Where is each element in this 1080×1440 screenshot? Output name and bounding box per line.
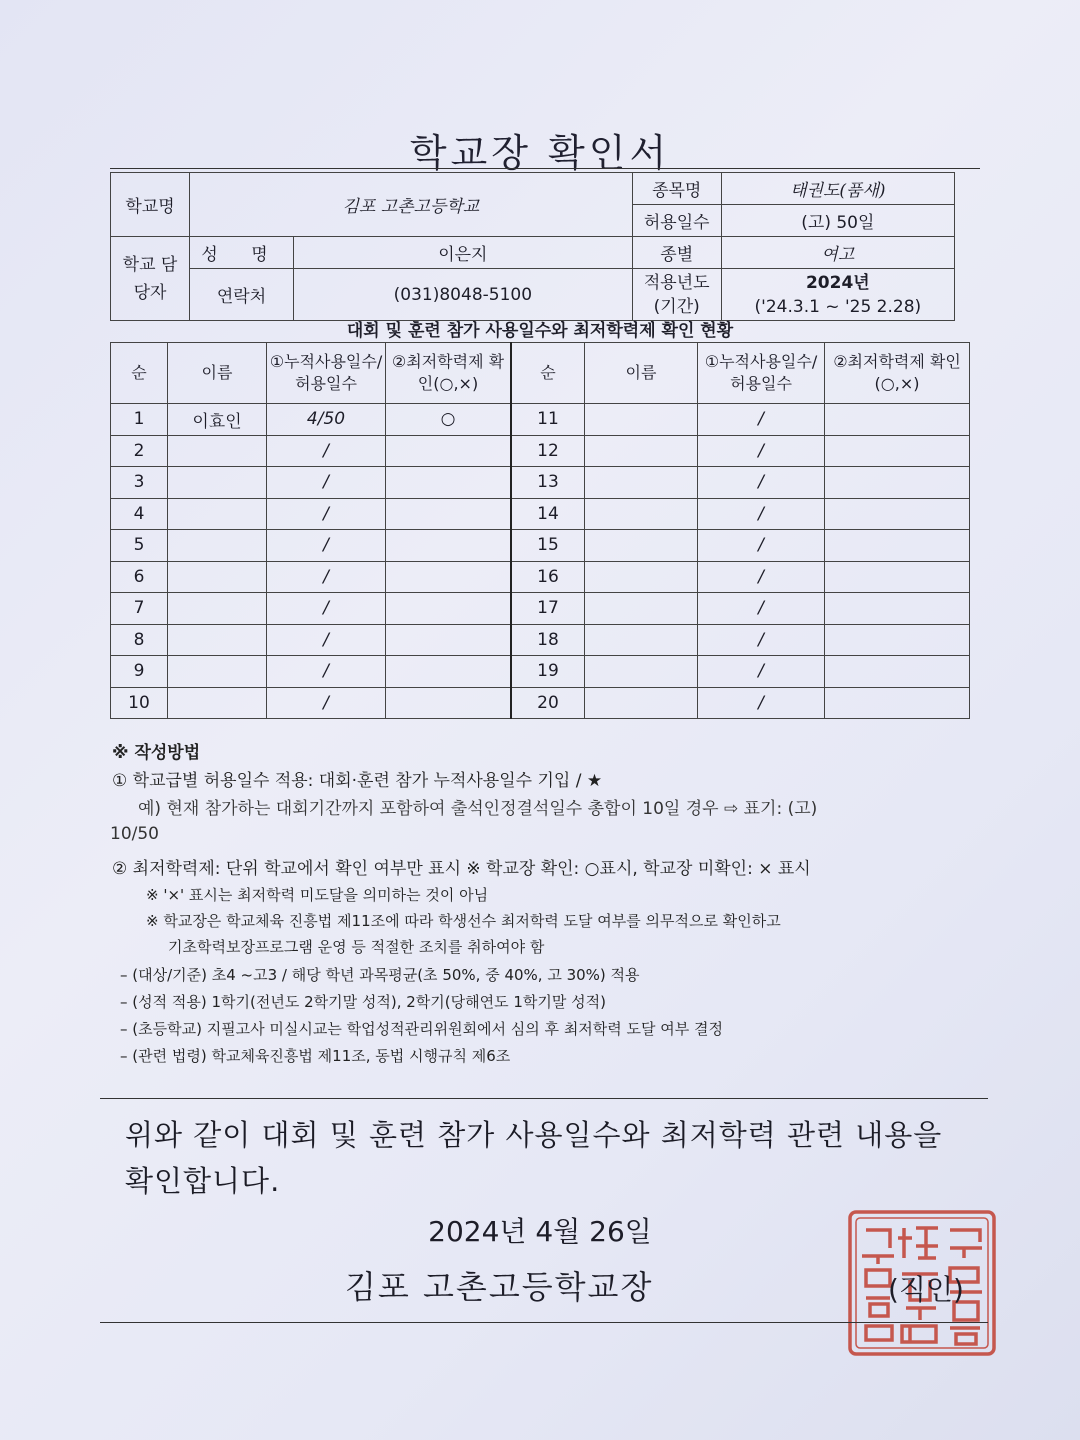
note-item-2-sub-1: ※ '×' 표시는 최저학력 미도달을 의미하는 것이 아님 <box>146 886 489 904</box>
academic-check-left: ○ <box>386 404 512 436</box>
principal-name: 김포 고촌고등학교장 <box>345 1268 654 1306</box>
note-item-1-example-cont: 10/50 <box>110 824 159 844</box>
row-number-right: 12 <box>511 435 585 467</box>
academic-check-right <box>825 404 970 436</box>
year-label: 적용년도 (기간) <box>632 269 721 321</box>
note-item-2-sub-2-cont: 기초학력보장프로그램 운영 등 적절한 조치를 취하여야 함 <box>168 938 545 956</box>
days-used-left: / <box>267 498 386 530</box>
student-name-right <box>585 467 698 499</box>
gender-label: 종별 <box>632 237 721 269</box>
contact-value: (031)8048-5100 <box>294 269 633 321</box>
table-row <box>111 656 970 688</box>
document-title: 학교장 확인서 <box>409 131 671 175</box>
school-label: 학교명 <box>111 173 190 237</box>
confirm-divider-bottom <box>100 1322 988 1323</box>
days-used-right: / <box>698 561 825 593</box>
academic-check-left <box>386 593 512 625</box>
confirmation-line-1: 위와 같이 대회 및 훈련 참가 사용일수와 최저학력 관련 내용을 <box>125 1118 943 1152</box>
student-name-left: 이효인 <box>168 404 267 436</box>
row-number-right: 18 <box>511 624 585 656</box>
table-row <box>111 467 970 499</box>
student-name-left <box>168 467 267 499</box>
sport-label: 종목명 <box>632 173 721 205</box>
grid-body <box>111 404 970 719</box>
academic-check-left <box>386 624 512 656</box>
row-number-left: 9 <box>111 656 168 688</box>
row-number-left: 4 <box>111 498 168 530</box>
days-value: (고) 50일 <box>721 205 954 237</box>
col-academic-left: ②최저학력제 확인(○,×) <box>386 343 512 404</box>
days-used-left: / <box>267 656 386 688</box>
academic-check-left <box>386 656 512 688</box>
row-number-right: 14 <box>511 498 585 530</box>
row-number-right: 15 <box>511 530 585 562</box>
col-name-left: 이름 <box>168 343 267 404</box>
issue-date: 2024년 4월 26일 <box>428 1215 652 1248</box>
days-used-left: / <box>267 435 386 467</box>
year-cell <box>721 269 954 321</box>
row-number-right: 19 <box>511 656 585 688</box>
student-name-left <box>168 687 267 719</box>
academic-check-left <box>386 530 512 562</box>
academic-check-right <box>825 687 970 719</box>
student-name-right <box>585 593 698 625</box>
days-used-right: / <box>698 530 825 562</box>
academic-check-right <box>825 624 970 656</box>
student-name-right <box>585 656 698 688</box>
student-name-left <box>168 624 267 656</box>
row-number-left: 3 <box>111 467 168 499</box>
row-number-right: 16 <box>511 561 585 593</box>
academic-check-right <box>825 498 970 530</box>
row-number-right: 11 <box>511 404 585 436</box>
table-row <box>111 593 970 625</box>
row-number-right: 20 <box>511 687 585 719</box>
table-row <box>111 561 970 593</box>
note-item-2: ② 최저학력제: 단위 학교에서 확인 여부만 표시 ※ 학교장 확인: ○표시, 학교장 미확인: × 표시 <box>112 859 811 879</box>
confirmation-line-2: 확인합니다. <box>125 1164 281 1198</box>
row-number-left: 7 <box>111 593 168 625</box>
student-name-right <box>585 624 698 656</box>
days-label: 허용일수 <box>632 205 721 237</box>
academic-check-right <box>825 530 970 562</box>
col-no-left: 순 <box>111 343 168 404</box>
seal-label: (직인) <box>888 1273 964 1306</box>
days-used-right: / <box>698 435 825 467</box>
confirmation-text <box>125 1112 985 1204</box>
academic-check-left <box>386 498 512 530</box>
student-name-right <box>585 498 698 530</box>
row-number-right: 13 <box>511 467 585 499</box>
participation-grid <box>110 342 970 719</box>
days-used-left: 4/50 <box>267 404 386 436</box>
academic-check-left <box>386 561 512 593</box>
student-name-right <box>585 561 698 593</box>
table-row <box>111 404 970 436</box>
days-used-right: / <box>698 404 825 436</box>
period-value: ('24.3.1 ~ '25 2.28) <box>754 296 922 317</box>
days-used-right: / <box>698 687 825 719</box>
notes-heading: ※ 작성방법 <box>112 743 201 763</box>
gender-value: 여고 <box>721 237 954 269</box>
col-name-right: 이름 <box>585 343 698 404</box>
col-no-right: 순 <box>511 343 585 404</box>
days-used-right: / <box>698 498 825 530</box>
school-value: 김포 고촌고등학교 <box>190 173 633 237</box>
student-name-left <box>168 656 267 688</box>
row-number-left: 5 <box>111 530 168 562</box>
table-row <box>111 624 970 656</box>
name-label: 성 명 <box>190 237 294 269</box>
days-used-right: / <box>698 624 825 656</box>
days-used-right: / <box>698 593 825 625</box>
student-name-right <box>585 687 698 719</box>
note-dash-4: – (관련 법령) 학교체육진흥법 제11조, 동법 시행규칙 제6조 <box>120 1047 511 1065</box>
row-number-left: 10 <box>111 687 168 719</box>
days-used-left: / <box>267 593 386 625</box>
row-number-left: 6 <box>111 561 168 593</box>
days-used-left: / <box>267 687 386 719</box>
title-divider <box>110 168 980 169</box>
note-item-1: ① 학교급별 허용일수 적용: 대회·훈련 참가 누적사용일수 기입 / ★ <box>112 771 603 791</box>
contact-label: 연락처 <box>190 269 294 321</box>
header-info-table <box>110 172 955 321</box>
student-name-right <box>585 404 698 436</box>
days-used-left: / <box>267 530 386 562</box>
table-row <box>111 687 970 719</box>
days-used-left: / <box>267 624 386 656</box>
sport-value: 태권도(품새) <box>721 173 954 205</box>
col-days-right: ①누적사용일수/허용일수 <box>698 343 825 404</box>
days-used-right: / <box>698 656 825 688</box>
table-row <box>111 498 970 530</box>
manager-label: 학교 담당자 <box>111 237 190 321</box>
academic-check-right <box>825 656 970 688</box>
confirm-divider-top <box>100 1098 988 1099</box>
academic-check-right <box>825 561 970 593</box>
note-dash-1: – (대상/기준) 초4 ~고3 / 해당 학년 과목평균(초 50%, 중 40%, 고 30%) 적용 <box>120 966 640 984</box>
col-days-left: ①누적사용일수/허용일수 <box>267 343 386 404</box>
row-number-left: 1 <box>111 404 168 436</box>
days-used-right: / <box>698 467 825 499</box>
academic-check-right <box>825 435 970 467</box>
note-dash-2: – (성적 적용) 1학기(전년도 2학기말 성적), 2학기(당해연도 1학기말 성적) <box>120 993 606 1011</box>
academic-check-left <box>386 467 512 499</box>
col-academic-right: ②최저학력제 확인(○,×) <box>825 343 970 404</box>
student-name-left <box>168 593 267 625</box>
note-item-2-sub-2: ※ 학교장은 학교체육 진흥법 제11조에 따라 학생선수 최저학력 도달 여부를 의무적으로 확인하고 <box>146 912 781 930</box>
days-used-left: / <box>267 467 386 499</box>
row-number-right: 17 <box>511 593 585 625</box>
student-name-left <box>168 435 267 467</box>
table-row <box>111 530 970 562</box>
year-value: 2024년 <box>805 272 870 293</box>
days-used-left: / <box>267 561 386 593</box>
student-name-left <box>168 498 267 530</box>
table-row <box>111 435 970 467</box>
academic-check-right <box>825 593 970 625</box>
academic-check-right <box>825 467 970 499</box>
note-item-1-example: 예) 현재 참가하는 대회기간까지 포함하여 출석인정결석일수 총합이 10일 경우 ⇨ 표기: (고) <box>138 799 818 819</box>
student-name-left <box>168 530 267 562</box>
student-name-right <box>585 435 698 467</box>
academic-check-left <box>386 687 512 719</box>
student-name-left <box>168 561 267 593</box>
row-number-left: 8 <box>111 624 168 656</box>
row-number-left: 2 <box>111 435 168 467</box>
academic-check-left <box>386 435 512 467</box>
note-dash-3: – (초등학교) 지필고사 미실시교는 학업성적관리위원회에서 심의 후 최저학력 도달 여부 결정 <box>120 1020 724 1038</box>
student-name-right <box>585 530 698 562</box>
name-value: 이은지 <box>294 237 633 269</box>
section-subtitle: 대회 및 훈련 참가 사용일수와 최저학력제 확인 현황 <box>346 321 734 341</box>
